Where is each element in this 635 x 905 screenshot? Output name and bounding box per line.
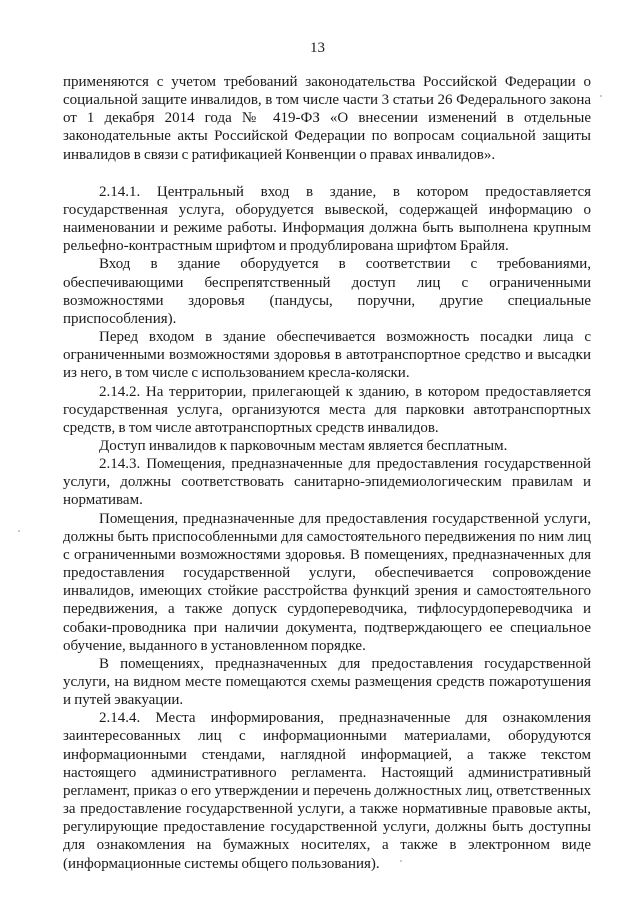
scan-speck xyxy=(600,95,602,97)
paragraph-2-14-3: 2.14.3. Помещения, предназначенные для предоставления государственной услуги, должны соответствовать санитарно-эпидемиологическим правилам и нормативам. xyxy=(63,456,591,509)
paragraph-premises-accessibility: Помещения, предназначенные для предоставления государственной услуги, должны быть приспособленными для самостоятельного передвижения по ним лиц с ограниченными возможностями здоровья. В помещениях, предназначенных для предоставления государственной услуги, обеспечивается сопровождение инвалидов, имеющих стойкие расстройства функций зрения и самостоятельного передвижения, а также допуск сурдопереводчика, тифлосурдопереводчика и собаки-проводника при наличии документа, подтверждающего ее специальное обучение, выданного в установленном порядке. xyxy=(63,510,591,654)
paragraph-entrance-equipment: Вход в здание оборудуется в соответствии с требованиями, обеспечивающими беспрепятственный доступ лиц с ограниченными возможностями здоровья (пандусы, поручни, другие специальные приспособления). xyxy=(63,256,591,327)
paragraph-parking-free: Доступ инвалидов к парковочным местам является бесплатным. xyxy=(99,437,508,454)
paragraph-continuation: применяются с учетом требований законодательства Российской Федерации о социальной защите инвалидов, в том числе части 3 статьи 26 Федерального закона от 1 декабря 2014 года № 419-ФЗ «О внесении изменений в отдельные законодательные акты Российской Федерации по вопросам социальной защиты инвалидов в связи с ратификацией Конвенции о правах инвалидов». xyxy=(63,74,591,163)
paragraph-2-14-4: 2.14.4. Места информирования, предназначенные для ознакомления заинтересованных лиц с информационными материалами, оборудуются информационными стендами, наглядной информацией, а также текстом настоящего административного регламента. Настоящий административный регламент, приказ о его утверждении и перечень должностных лиц, ответственных за предоставление государственной услуги, а также нормативные правовые акты, регулирующие предоставление государственной услуги, должны быть доступны для ознакомления на бумажных носителях, а также в электронном виде (информационные системы общего пользования). xyxy=(63,710,591,872)
paragraph-gap xyxy=(63,164,591,183)
scan-speck xyxy=(400,860,402,862)
paragraph-boarding: Перед входом в здание обеспечивается возможность посадки лица с ограниченными возможностями здоровья в автотранспортное средство и высадки из него, в том числе с использованием кресла-коляски. xyxy=(63,329,591,382)
scan-speck xyxy=(18,530,20,532)
page-number: 13 xyxy=(310,40,325,56)
paragraph-evacuation-schemes: В помещениях, предназначенных для предоставления государственной услуги, на видном месте помещаются схемы размещения средств пожаротушения и путей эвакуации. xyxy=(63,655,591,709)
document-body xyxy=(63,73,591,873)
paragraph-2-14-1: 2.14.1. Центральный вход в здание, в котором предоставляется государственная услуга, оборудуется вывеской, содержащей информацию о наименовании и режиме работы. Информация должна быть выполнена крупным рельефно-контрастным шрифтом и продублирована шрифтом Брайля. xyxy=(63,183,591,255)
paragraph-2-14-2: 2.14.2. На территории, прилегающей к зданию, в котором предоставляется государственная услуга, организуются места для парковки автотранспортных средств, в том числе автотранспортных средств инвалидов. xyxy=(63,383,591,436)
